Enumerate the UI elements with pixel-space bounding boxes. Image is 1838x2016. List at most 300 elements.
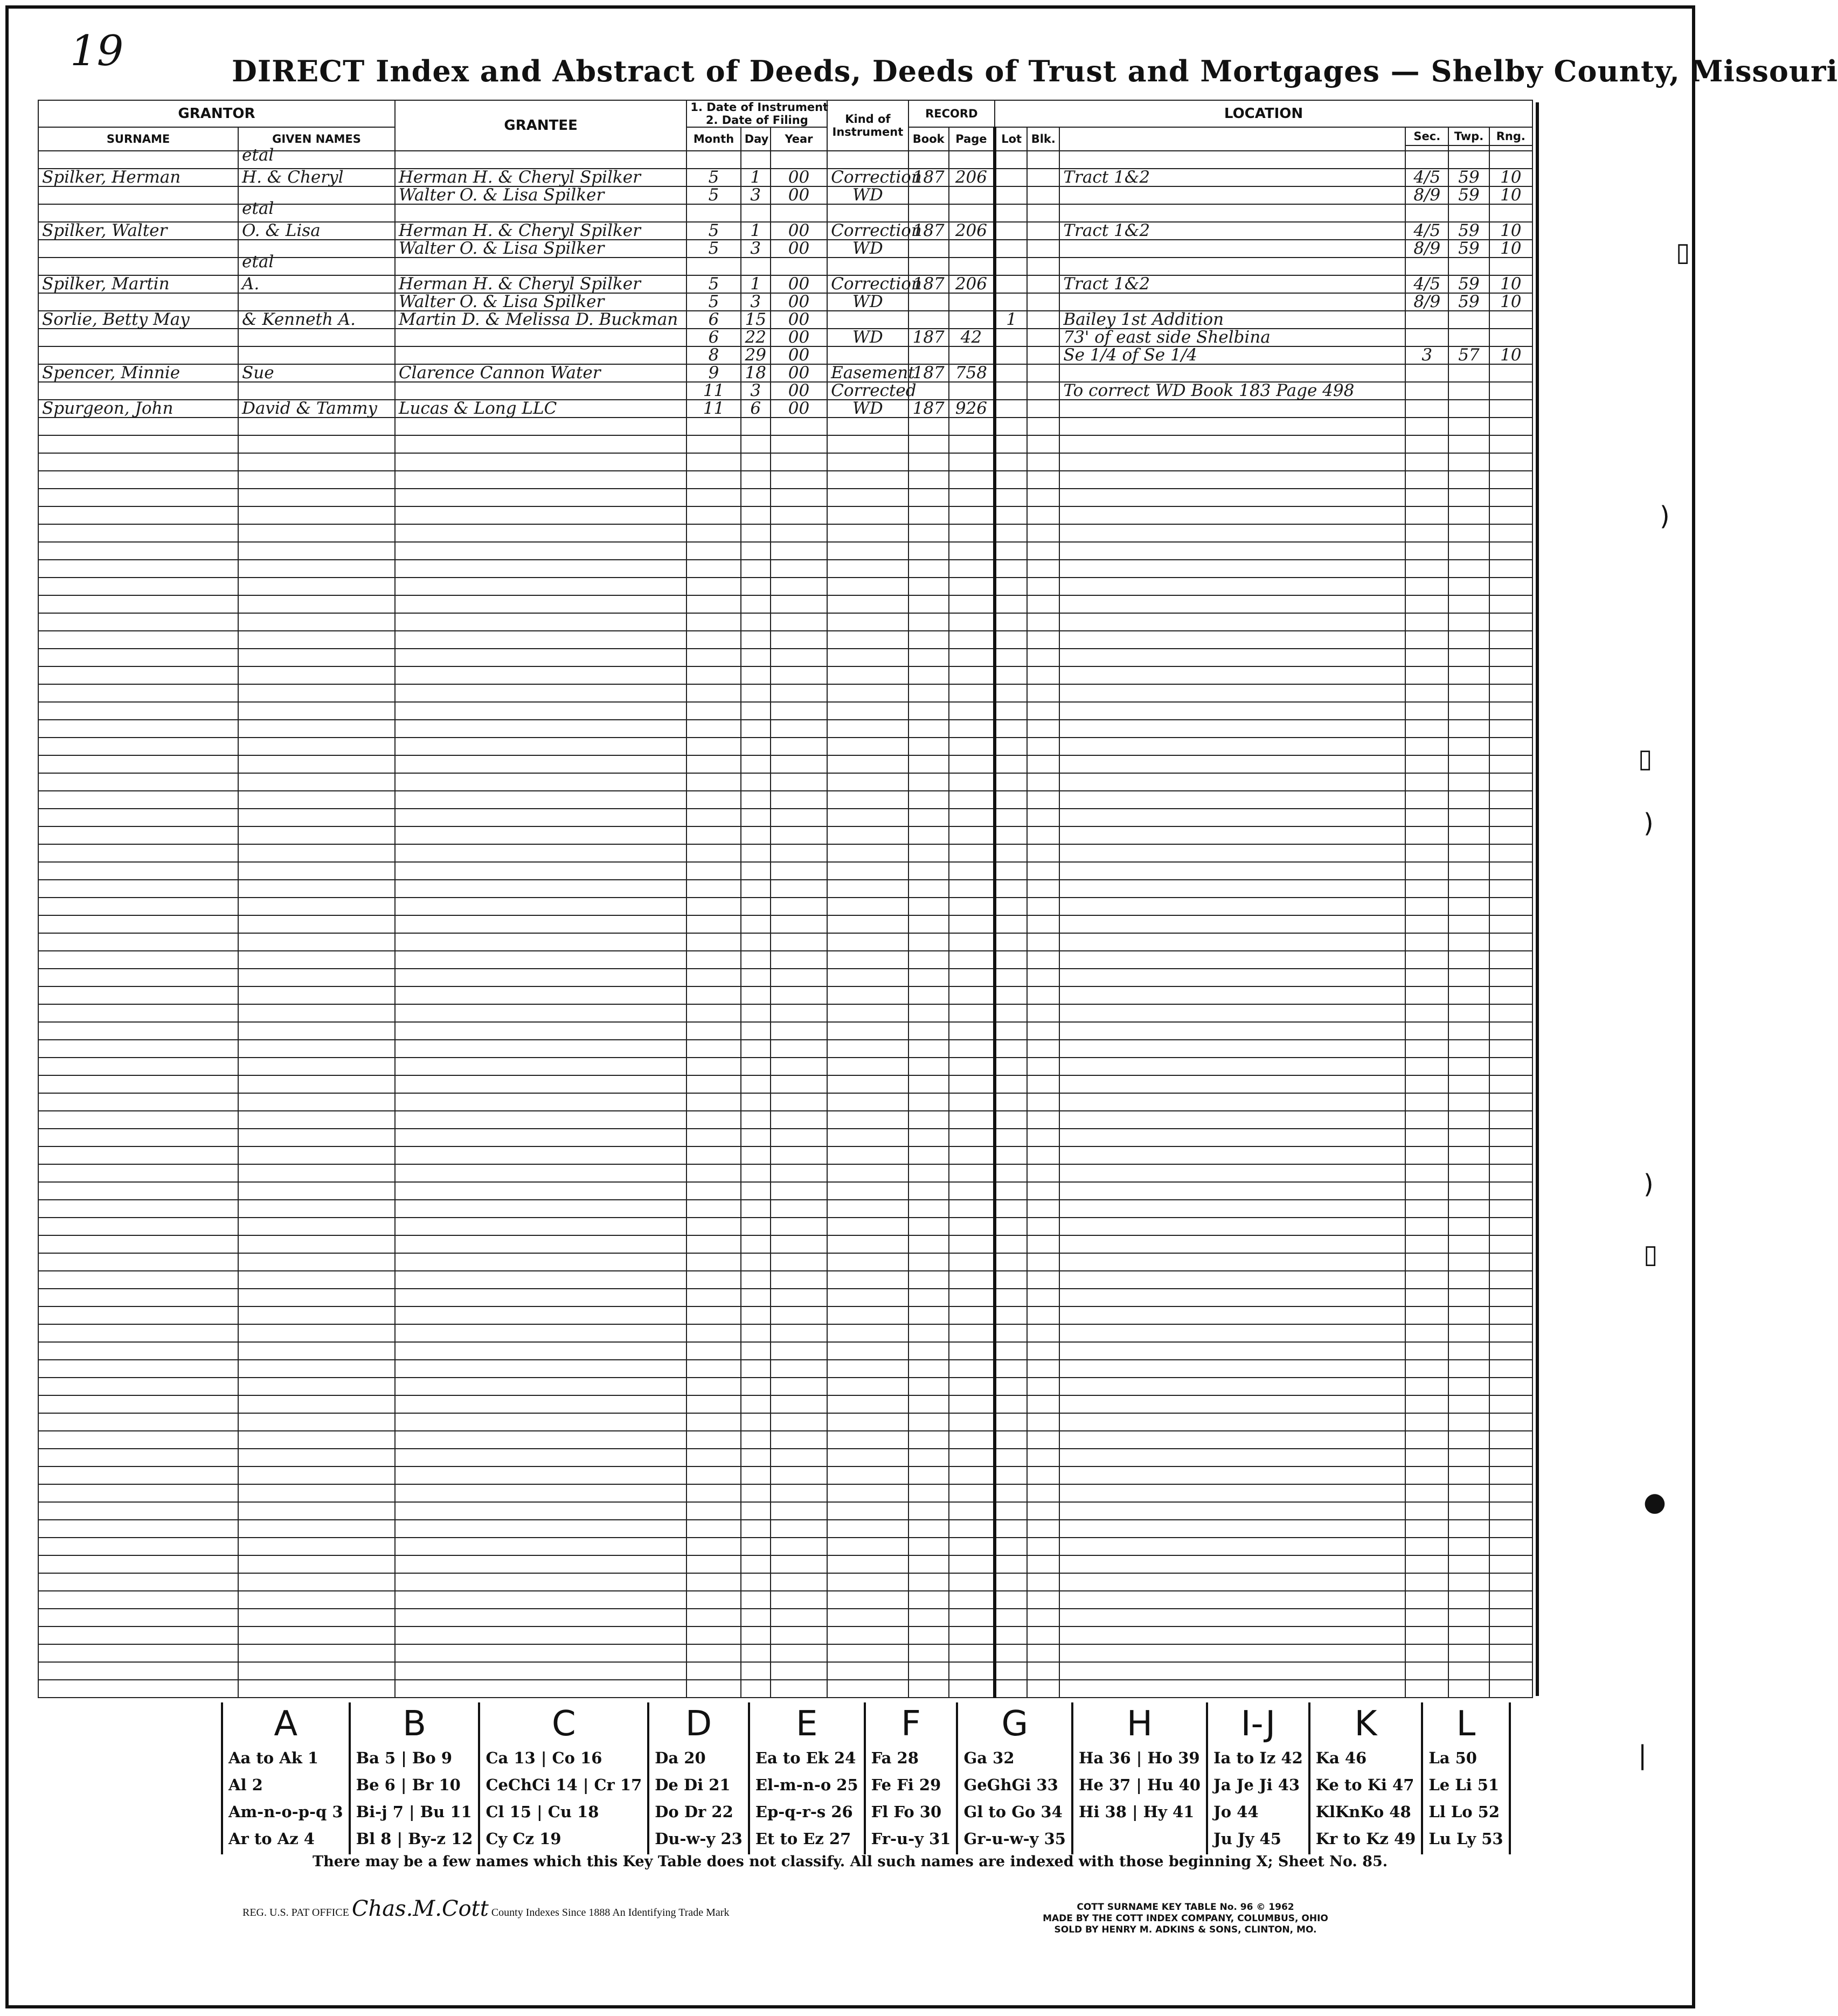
- cell-kind: [827, 453, 908, 471]
- cell-book: [908, 418, 949, 435]
- cell-kind: [827, 1395, 908, 1413]
- cell-grantee: [395, 506, 687, 524]
- cell-book: [908, 666, 949, 684]
- cell-location: [1059, 1342, 1405, 1360]
- table-row: [38, 524, 1532, 542]
- cell-sec: [1405, 844, 1448, 862]
- cell-page: [949, 1413, 995, 1431]
- cell-rng: [1489, 1164, 1532, 1182]
- cell-book: [908, 738, 949, 755]
- cell-day: [741, 1484, 771, 1502]
- cell-surname: [38, 1680, 238, 1698]
- cell-surname: [38, 986, 238, 1004]
- cell-page: [949, 1182, 995, 1200]
- cell-book: [908, 1289, 949, 1306]
- cell-day: [741, 1431, 771, 1449]
- cell-rng: [1489, 1520, 1532, 1538]
- cell-surname: [38, 506, 238, 524]
- cell-blk: [1027, 1484, 1059, 1502]
- cell-page: [949, 542, 995, 560]
- cell-kind: [827, 1253, 908, 1271]
- cell-day: [741, 1075, 771, 1093]
- key-row: [222, 1702, 1510, 1854]
- cell-rng: [1489, 1324, 1532, 1342]
- cell-rng: [1489, 1626, 1532, 1644]
- cell-location: [1059, 1520, 1405, 1538]
- cell-given: [238, 1306, 395, 1324]
- cell-day: [741, 1609, 771, 1626]
- key-column: [1422, 1702, 1509, 1854]
- cell-book: [908, 880, 949, 898]
- cell-sec: [1405, 1235, 1448, 1253]
- cell-twp: [1448, 418, 1489, 435]
- cell-year: [771, 862, 827, 880]
- rng-header-spacer: [1489, 145, 1532, 151]
- cell-given: [238, 666, 395, 684]
- key-entry: GeGhGi 33: [963, 1776, 1058, 1794]
- cell-lot: [995, 506, 1027, 524]
- cell-day: [741, 1626, 771, 1644]
- cell-sec: [1405, 613, 1448, 631]
- cell-grantee: [395, 969, 687, 986]
- cell-grantee: [395, 1022, 687, 1040]
- cell-rng: [1489, 1573, 1532, 1591]
- cell-grantee: Lucas & Long LLC: [395, 400, 687, 418]
- cell-grantee: [395, 933, 687, 951]
- cell-twp: [1448, 1182, 1489, 1200]
- binder-mark-icon: |: [1638, 1740, 1647, 1770]
- cell-twp: [1448, 1129, 1489, 1146]
- cell-month: [686, 1075, 740, 1093]
- cell-blk: [1027, 898, 1059, 915]
- table-row: [38, 1306, 1532, 1324]
- binder-hole-icon: ): [1643, 1169, 1654, 1199]
- cell-sec: [1405, 702, 1448, 720]
- cell-day: [741, 1573, 771, 1591]
- cell-month: [686, 666, 740, 684]
- cell-surname: [38, 809, 238, 826]
- cell-month: [686, 1022, 740, 1040]
- cell-year: [771, 1555, 827, 1573]
- cell-day: [741, 578, 771, 595]
- cell-blk: [1027, 506, 1059, 524]
- cell-year: [771, 1182, 827, 1200]
- cell-twp: [1448, 489, 1489, 506]
- cell-grantee: [395, 1662, 687, 1680]
- cell-page: [949, 1289, 995, 1306]
- cell-kind: Easement: [827, 364, 908, 382]
- cell-day: [741, 613, 771, 631]
- cell-grantee: [395, 844, 687, 862]
- cell-twp: [1448, 1484, 1489, 1502]
- cell-rng: 10: [1489, 275, 1532, 293]
- cell-location: [1059, 293, 1405, 311]
- cell-lot: [995, 1538, 1027, 1555]
- cell-year: [771, 1378, 827, 1395]
- cell-month: [686, 1129, 740, 1146]
- cell-year: [771, 613, 827, 631]
- cell-surname: [38, 1306, 238, 1324]
- key-entry: Al 2: [228, 1776, 263, 1794]
- cell-rng: [1489, 1040, 1532, 1058]
- cell-year: [771, 773, 827, 791]
- cell-kind: [827, 311, 908, 329]
- cell-surname: [38, 862, 238, 880]
- cell-grantee: [395, 684, 687, 702]
- cell-surname: [38, 1502, 238, 1520]
- cell-grantee: [395, 1378, 687, 1395]
- cell-page: [949, 738, 995, 755]
- cell-sec: [1405, 1218, 1448, 1235]
- publisher-imprint: [1013, 1902, 1358, 1936]
- cell-day: [741, 773, 771, 791]
- cell-lot: [995, 1058, 1027, 1075]
- cell-twp: [1448, 755, 1489, 773]
- table-row: [38, 1662, 1532, 1680]
- cell-location: [1059, 1431, 1405, 1449]
- cell-rng: [1489, 631, 1532, 649]
- cell-book: [908, 720, 949, 738]
- cell-blk: [1027, 720, 1059, 738]
- cell-grantee: [395, 382, 687, 400]
- cell-sec: [1405, 1555, 1448, 1573]
- cell-sec: [1405, 826, 1448, 844]
- cell-lot: [995, 1022, 1027, 1040]
- cell-kind: [827, 1075, 908, 1093]
- cell-page: [949, 1449, 995, 1466]
- cell-given: [238, 453, 395, 471]
- cell-twp: [1448, 1378, 1489, 1395]
- key-entry: Ja Je Ji 43: [1213, 1776, 1300, 1794]
- cell-surname: [38, 1111, 238, 1129]
- cell-day: [741, 862, 771, 880]
- cell-twp: [1448, 1075, 1489, 1093]
- cell-lot: [995, 1200, 1027, 1218]
- cell-page: [949, 773, 995, 791]
- cell-book: [908, 1022, 949, 1040]
- key-entry: Da 20: [655, 1749, 706, 1767]
- cell-blk: [1027, 311, 1059, 329]
- sec-header-spacer: [1405, 145, 1448, 151]
- cell-year: [771, 151, 827, 169]
- cell-day: 3: [741, 186, 771, 204]
- rng-header: Rng.: [1489, 127, 1532, 145]
- cell-page: [949, 1058, 995, 1075]
- cell-sec: [1405, 1040, 1448, 1058]
- cell-twp: [1448, 1040, 1489, 1058]
- cell-given: [238, 1164, 395, 1182]
- cell-given: [238, 1431, 395, 1449]
- table-row: [38, 809, 1532, 826]
- cell-surname: [38, 542, 238, 560]
- table-row: [38, 933, 1532, 951]
- cell-given: [238, 435, 395, 453]
- cell-given: [238, 809, 395, 826]
- key-entry: La 50: [1428, 1749, 1477, 1767]
- cell-sec: [1405, 1609, 1448, 1626]
- cell-twp: [1448, 809, 1489, 826]
- cell-location: [1059, 1644, 1405, 1662]
- cell-grantee: [395, 204, 687, 222]
- key-entry: Ea to Ek 24: [755, 1749, 856, 1767]
- cell-rng: [1489, 471, 1532, 489]
- cell-surname: [38, 240, 238, 258]
- cell-book: [908, 684, 949, 702]
- cell-page: 206: [949, 275, 995, 293]
- key-entry: Ju Jy 45: [1213, 1830, 1281, 1848]
- cell-location: [1059, 933, 1405, 951]
- cell-sec: [1405, 1680, 1448, 1698]
- cell-twp: [1448, 1289, 1489, 1306]
- cell-day: [741, 204, 771, 222]
- cell-lot: [995, 560, 1027, 578]
- cell-month: [686, 1484, 740, 1502]
- cell-book: [908, 1626, 949, 1644]
- cell-grantee: [395, 1289, 687, 1306]
- cell-year: [771, 1253, 827, 1271]
- cell-lot: [995, 880, 1027, 898]
- cell-month: [686, 1182, 740, 1200]
- table-row: [38, 1075, 1532, 1093]
- cell-given: [238, 471, 395, 489]
- cell-year: [771, 453, 827, 471]
- cell-month: [686, 204, 740, 222]
- cell-page: [949, 969, 995, 986]
- cell-rng: [1489, 1289, 1532, 1306]
- cell-surname: [38, 524, 238, 542]
- key-column: [865, 1702, 958, 1854]
- cell-location: [1059, 560, 1405, 578]
- key-entry: Am-n-o-p-q 3: [228, 1803, 343, 1821]
- cell-page: [949, 1093, 995, 1111]
- table-row: [38, 1253, 1532, 1271]
- cell-year: 00: [771, 382, 827, 400]
- cell-given: [238, 506, 395, 524]
- cell-month: [686, 453, 740, 471]
- cell-kind: Corrected: [827, 382, 908, 400]
- cell-kind: [827, 1413, 908, 1431]
- cell-twp: [1448, 1058, 1489, 1075]
- cell-page: [949, 1129, 995, 1146]
- cell-book: [908, 506, 949, 524]
- cell-year: [771, 595, 827, 613]
- cell-lot: [995, 898, 1027, 915]
- cell-given: O. & Lisa: [238, 222, 395, 240]
- cell-location: [1059, 1378, 1405, 1395]
- cell-month: 8: [686, 346, 740, 364]
- cell-year: 00: [771, 240, 827, 258]
- cell-location: [1059, 773, 1405, 791]
- cell-twp: [1448, 1644, 1489, 1662]
- cell-twp: [1448, 915, 1489, 933]
- cell-book: 187: [908, 222, 949, 240]
- cell-year: [771, 1680, 827, 1698]
- cell-sec: [1405, 969, 1448, 986]
- cell-month: [686, 844, 740, 862]
- cell-rng: [1489, 1360, 1532, 1378]
- cell-blk: [1027, 1573, 1059, 1591]
- cell-rng: [1489, 1466, 1532, 1484]
- cell-surname: [38, 204, 238, 222]
- cell-sec: [1405, 1538, 1448, 1555]
- cell-surname: [38, 1200, 238, 1218]
- cell-month: [686, 578, 740, 595]
- cell-page: [949, 578, 995, 595]
- cell-grantee: [395, 453, 687, 471]
- cell-lot: [995, 453, 1027, 471]
- cell-surname: [38, 1093, 238, 1111]
- cell-lot: [995, 1662, 1027, 1680]
- cell-kind: [827, 1218, 908, 1235]
- cell-month: [686, 1306, 740, 1324]
- book-header: Book: [908, 127, 949, 151]
- cell-kind: [827, 489, 908, 506]
- key-entry: Le Li 51: [1428, 1776, 1500, 1794]
- cell-day: 22: [741, 329, 771, 346]
- cell-lot: [995, 1253, 1027, 1271]
- cell-kind: [827, 1271, 908, 1289]
- cell-month: [686, 1395, 740, 1413]
- cell-lot: [995, 915, 1027, 933]
- table-row: [38, 969, 1532, 986]
- cell-day: 6: [741, 400, 771, 418]
- cell-sec: [1405, 1164, 1448, 1182]
- cell-grantee: Herman H. & Cheryl Spilker: [395, 169, 687, 186]
- cell-given: [238, 382, 395, 400]
- cell-blk: [1027, 1502, 1059, 1520]
- cell-day: [741, 151, 771, 169]
- cell-grantee: [395, 1218, 687, 1235]
- cell-location: [1059, 1360, 1405, 1378]
- cell-location: 73' of east side Shelbina: [1059, 329, 1405, 346]
- cell-month: 6: [686, 329, 740, 346]
- cell-given: [238, 1271, 395, 1289]
- cell-location: [1059, 1004, 1405, 1022]
- cell-day: [741, 1342, 771, 1360]
- cell-grantee: [395, 1413, 687, 1431]
- trademark-line-1: County Indexes Since 1888: [491, 1907, 611, 1918]
- cell-grantee: [395, 471, 687, 489]
- cell-day: 18: [741, 364, 771, 382]
- cell-sec: [1405, 329, 1448, 346]
- cell-sec: [1405, 684, 1448, 702]
- cell-given: [238, 649, 395, 666]
- cell-month: [686, 1342, 740, 1360]
- cell-surname: [38, 1271, 238, 1289]
- cell-kind: [827, 613, 908, 631]
- cell-given: [238, 578, 395, 595]
- cell-page: [949, 862, 995, 880]
- cell-given: [238, 1466, 395, 1484]
- cell-rng: [1489, 311, 1532, 329]
- cell-grantee: [395, 915, 687, 933]
- cell-sec: [1405, 720, 1448, 738]
- cell-book: [908, 755, 949, 773]
- cell-twp: [1448, 1609, 1489, 1626]
- cell-surname: [38, 382, 238, 400]
- cell-location: [1059, 1146, 1405, 1164]
- cell-given: [238, 1075, 395, 1093]
- date-header: [686, 100, 827, 127]
- cell-sec: [1405, 738, 1448, 755]
- cell-given: [238, 631, 395, 649]
- cell-given: [238, 1662, 395, 1680]
- cell-book: 187: [908, 329, 949, 346]
- cell-given: [238, 1680, 395, 1698]
- cell-lot: 1: [995, 311, 1027, 329]
- cell-book: [908, 969, 949, 986]
- cell-year: [771, 738, 827, 755]
- cell-book: [908, 809, 949, 826]
- cell-given: [238, 1449, 395, 1466]
- cell-surname: [38, 1289, 238, 1306]
- cell-year: [771, 1573, 827, 1591]
- cell-book: [908, 1058, 949, 1075]
- cell-rng: [1489, 382, 1532, 400]
- cell-lot: [995, 1466, 1027, 1484]
- cell-sec: [1405, 1200, 1448, 1218]
- cell-blk: [1027, 542, 1059, 560]
- table-row: [38, 844, 1532, 862]
- cell-kind: [827, 791, 908, 809]
- cell-year: [771, 471, 827, 489]
- cell-given: [238, 418, 395, 435]
- cell-book: [908, 826, 949, 844]
- binder-clip-icon: ▯: [1676, 237, 1690, 267]
- cell-day: [741, 933, 771, 951]
- cell-twp: [1448, 951, 1489, 969]
- cell-blk: [1027, 471, 1059, 489]
- cell-grantee: [395, 880, 687, 898]
- cell-kind: [827, 1555, 908, 1573]
- cell-location: [1059, 649, 1405, 666]
- cell-sec: [1405, 1111, 1448, 1129]
- cell-kind: [827, 1626, 908, 1644]
- cell-sec: 4/5: [1405, 275, 1448, 293]
- cell-twp: [1448, 1093, 1489, 1111]
- key-table-note: There may be a few names which this Key Table does not classify. All such names are indexed with those beginning X; Sheet No. 85.: [313, 1853, 1388, 1870]
- cell-kind: [827, 1324, 908, 1342]
- cell-day: [741, 1680, 771, 1698]
- cell-page: [949, 649, 995, 666]
- cell-grantee: [395, 1164, 687, 1182]
- cell-twp: [1448, 1218, 1489, 1235]
- cell-lot: [995, 684, 1027, 702]
- cell-location: [1059, 880, 1405, 898]
- cell-page: [949, 880, 995, 898]
- cell-book: [908, 151, 949, 169]
- cell-kind: [827, 1644, 908, 1662]
- cell-location: [1059, 613, 1405, 631]
- cell-page: [949, 1271, 995, 1289]
- cell-surname: [38, 1218, 238, 1235]
- cell-blk: [1027, 595, 1059, 613]
- cell-day: [741, 1040, 771, 1058]
- cell-rng: [1489, 720, 1532, 738]
- cell-year: [771, 204, 827, 222]
- cell-day: 3: [741, 240, 771, 258]
- cell-given: [238, 880, 395, 898]
- cell-twp: [1448, 1253, 1489, 1271]
- cell-book: [908, 258, 949, 275]
- cell-rng: [1489, 1378, 1532, 1395]
- cell-twp: [1448, 862, 1489, 880]
- table-row: [38, 1040, 1532, 1058]
- cell-book: [908, 1484, 949, 1502]
- cell-month: [686, 595, 740, 613]
- cell-month: [686, 1200, 740, 1218]
- cell-surname: [38, 844, 238, 862]
